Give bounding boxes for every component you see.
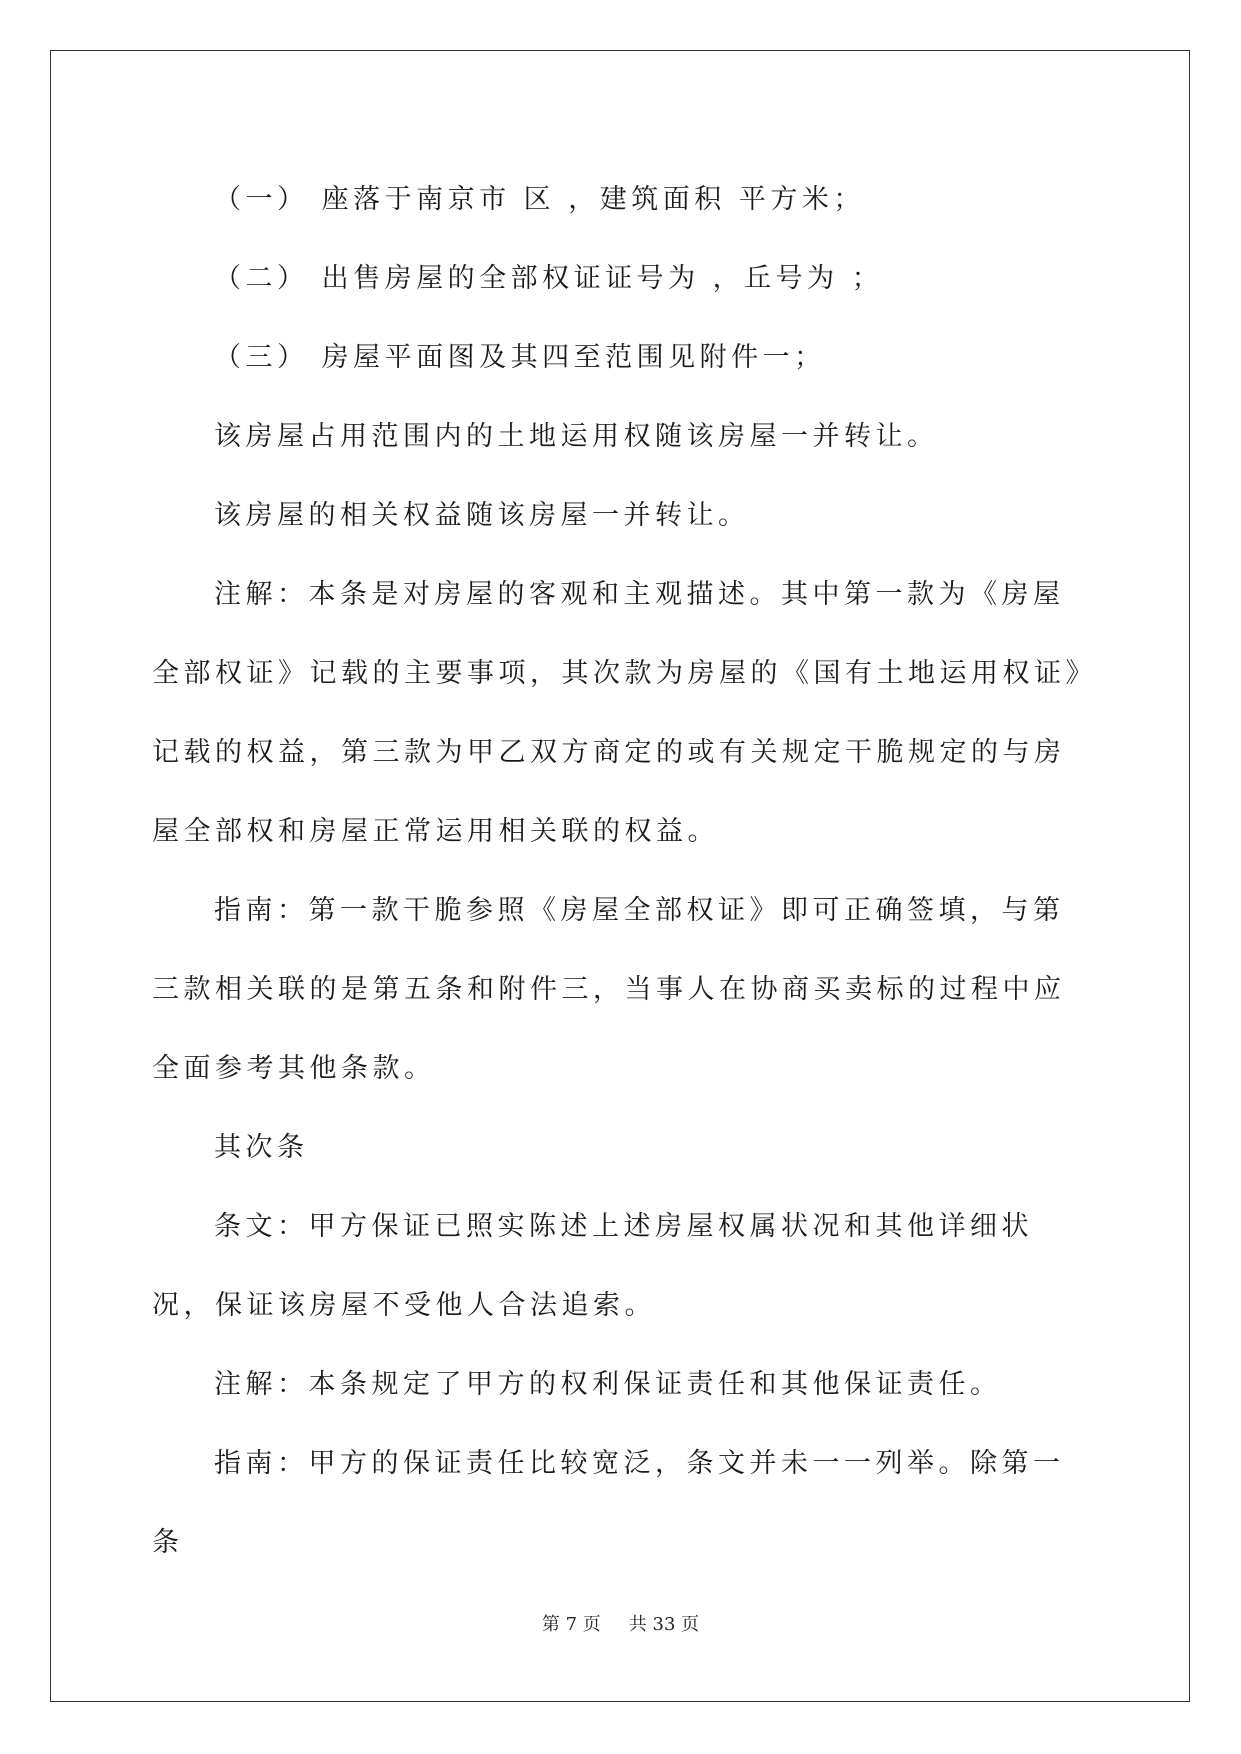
document-body [152,160,1092,1582]
paragraph: 该房屋占用范围内的土地运用权随该房屋一并转让。 [214,421,939,452]
paragraph: 注解：本条是对房屋的客观和主观描述。其中第一款为《房屋全部权证》记载的主要事项，其次款为房屋的《国有土地运用权证》记载的权益，第三款为甲乙双方商定的或有关规定干脆规定的与房屋全部权和房屋正常运用相关联的权益。 [152,579,1084,847]
paragraph: 条文：甲方保证已照实陈述上述房屋权属状况和其他详细状况，保证该房屋不受他人合法追索。 [152,1211,1033,1321]
page-number: 第 7 页 [541,1614,601,1635]
paragraph: （一） 座落于南京市 区 ，建筑面积 平方米； [214,184,865,215]
page-total: 共 33 页 [628,1614,700,1635]
paragraph: 指南：甲方的保证责任比较宽泛，条文并未一一列举。除第一条 [152,1448,1065,1558]
section-heading: 其次条 [214,1132,309,1163]
paragraph: 指南：第一款干脆参照《房屋全部权证》即可正确签填，与第三款相关联的是第五条和附件三，当事人在协商买卖标的过程中应全面参考其他条款。 [152,895,1066,1084]
paragraph: 该房屋的相关权益随该房屋一并转让。 [214,500,750,531]
page-footer [0,1610,1241,1636]
paragraph: （二） 出售房屋的全部权证证号为 ，丘号为 ； [214,263,884,294]
paragraph: （三） 房屋平面图及其四至范围见附件一； [214,342,826,373]
paragraph: 注解：本条规定了甲方的权利保证责任和其他保证责任。 [214,1369,1002,1400]
